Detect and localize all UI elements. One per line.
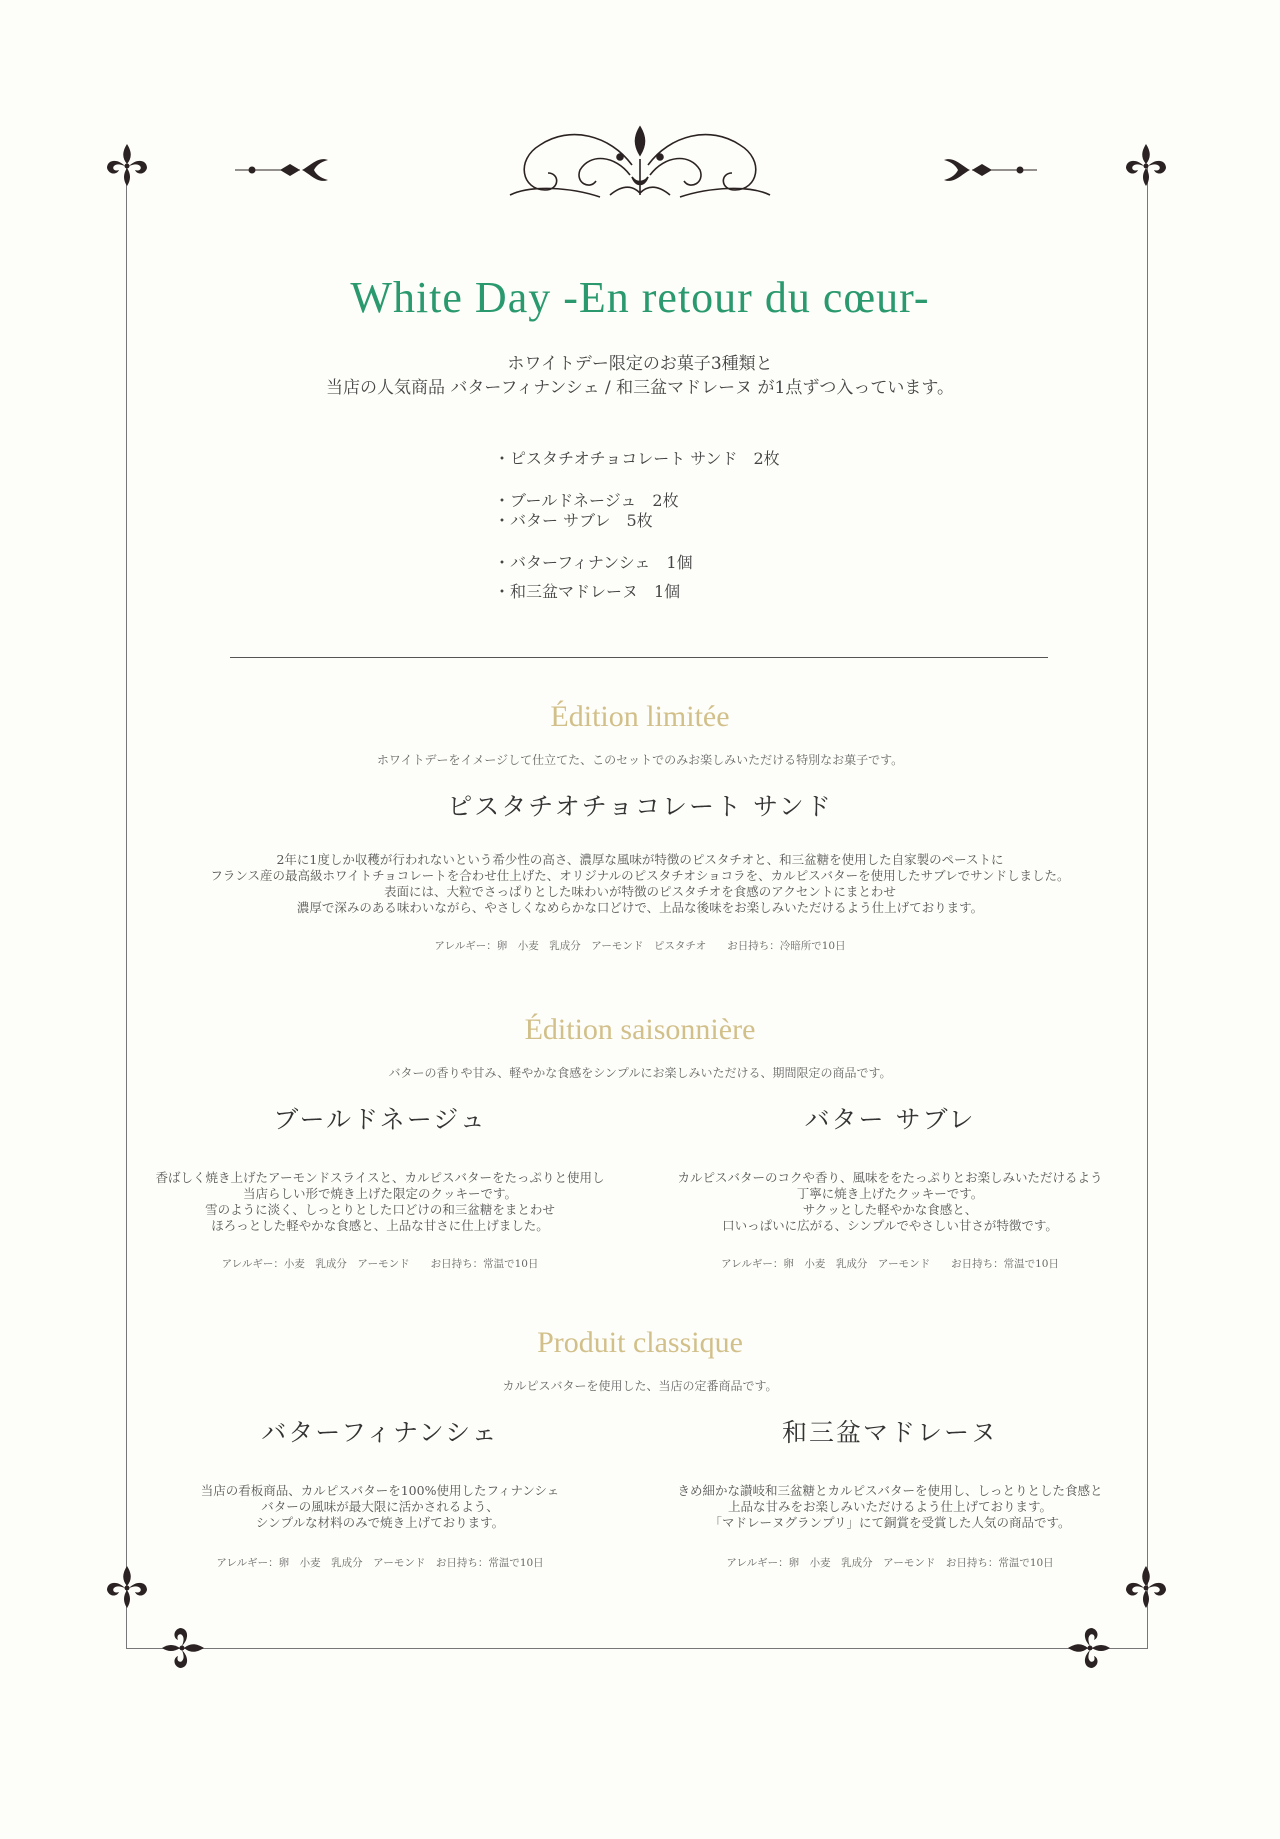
- product-butter-financier: [140, 1413, 620, 1570]
- arrow-ornament-left-icon: [235, 159, 328, 181]
- allergy-info: アレルギー：卵 小麦 乳成分 アーモンド お日持ち：常温で10日: [216, 1557, 544, 1569]
- description-line: 口いっぱいに広がる、シンプルでやさしい甘さが特徴です。: [722, 1218, 1058, 1233]
- description-line: シンプルな材料のみで焼き上げております。: [255, 1515, 505, 1530]
- product-description: [660, 1170, 1120, 1234]
- product-description: [140, 1170, 620, 1234]
- description-line: 雪のように淡く、しっとりとした口どけの和三盆糖をまとわせ: [205, 1202, 555, 1217]
- product-name: ブールドネージュ: [273, 1105, 487, 1134]
- section-subtitle-classic: カルピスバターを使用した、当店の定番商品です。: [502, 1379, 778, 1393]
- description-line: 丁寧に焼き上げたクッキーです。: [796, 1186, 984, 1201]
- description-line: 上品な甘みをお楽しみいただけるよう仕上げております。: [727, 1499, 1052, 1514]
- fleur-top-left-icon: [107, 144, 147, 186]
- description-line: 2年に1度しか収穫が行われないという希少性の高さ、濃厚な風味が特徴のピスタチオと、和三盆糖を使用した自家製のペーストに: [276, 852, 1004, 867]
- divider: [230, 657, 1048, 658]
- fleur-bottom-right-side-icon: [1068, 1628, 1110, 1668]
- product-description-pistachio: [0, 852, 1280, 916]
- intro-text: [0, 352, 1280, 400]
- product-description: [660, 1483, 1120, 1531]
- fleur-bottom-right-icon: [1126, 1566, 1166, 1608]
- section-title-limited: Édition limitée: [550, 700, 730, 733]
- list-item: ・ブールドネージュ 2枚: [494, 491, 679, 510]
- description-line: サクッとした軽やかな食感と、: [802, 1202, 978, 1217]
- allergy-info-pistachio: アレルギー：卵 小麦 乳成分 アーモンド ピスタチオ お日持ち：冷暗所で10日: [434, 940, 846, 952]
- list-item: ・バターフィナンシェ 1個: [494, 553, 693, 572]
- arrow-ornament-right-icon: [944, 159, 1037, 181]
- description-line: フランス産の最高級ホワイトチョコレートを合わせ仕上げた、オリジナルのピスタチオショコラを、カルピスバターを使用したサブレでサンドしました。: [210, 868, 1070, 883]
- fleur-bottom-left-side-icon: [162, 1628, 204, 1668]
- list-item: ・ピスタチオチョコレート サンド 2枚: [494, 449, 780, 468]
- product-name-pistachio: ピスタチオチョコレート サンド: [447, 792, 833, 821]
- fleur-top-right-icon: [1126, 144, 1166, 186]
- description-line: 「マドレーヌグランプリ」にて銅賞を受賞した人気の商品です。: [709, 1515, 1071, 1530]
- product-butter-sable: [660, 1100, 1120, 1271]
- description-line: 濃厚で深みのある味わいながら、やさしくなめらかな口どけで、上品な後味をお楽しみいただけるよう仕上げております。: [296, 900, 984, 915]
- list-item: ・和三盆マドレーヌ 1個: [494, 582, 681, 601]
- center-scroll-ornament-icon: [510, 127, 770, 197]
- section-subtitle-seasonal: バターの香りや甘み、軽やかな食感をシンプルにお楽しみいただける、期間限定の商品です。: [388, 1066, 892, 1080]
- section-title-seasonal: Édition saisonnière: [524, 1013, 756, 1046]
- list-item: ・バター サブレ 5枚: [494, 511, 653, 530]
- description-line: 当店らしい形で焼き上げた限定のクッキーです。: [242, 1186, 517, 1201]
- section-title-classic: Produit classique: [537, 1326, 743, 1359]
- description-line: カルピスバターのコクや香り、風味ををたっぷりとお楽しみいただけるよう: [677, 1170, 1103, 1185]
- product-description: [140, 1483, 620, 1531]
- fleur-bottom-left-icon: [107, 1566, 147, 1608]
- allergy-info: アレルギー：卵 小麦 乳成分 アーモンド お日持ち：常温で10日: [721, 1258, 1059, 1270]
- intro-line: ホワイトデー限定のお菓子3種類と: [507, 354, 773, 374]
- allergy-info: アレルギー：卵 小麦 乳成分 アーモンド お日持ち：常温で10日: [726, 1557, 1054, 1569]
- allergy-info: アレルギー：小麦 乳成分 アーモンド お日持ち：常温で10日: [221, 1258, 539, 1270]
- page-title: White Day -En retour du cœur-: [350, 273, 930, 322]
- description-line: 当店の看板商品、カルピスバターを100%使用したフィナンシェ: [200, 1483, 560, 1498]
- description-line: きめ細かな讃岐和三盆糖とカルピスバターを使用し、しっとりとした食感と: [677, 1483, 1103, 1498]
- product-name: 和三盆マドレーヌ: [781, 1418, 998, 1447]
- product-name: バター サブレ: [804, 1105, 976, 1134]
- product-boule-de-neige: [140, 1100, 620, 1271]
- section-subtitle-limited: ホワイトデーをイメージして仕立てた、このセットでのみお楽しみいただける特別なお菓子です。: [376, 753, 904, 767]
- intro-line: 当店の人気商品 バターフィナンシェ / 和三盆マドレーヌ が1点ずつ入っています。: [326, 378, 954, 398]
- product-name: バターフィナンシェ: [261, 1418, 499, 1447]
- description-line: ほろっとした軽やかな食感と、上品な甘さに仕上げました。: [211, 1218, 549, 1233]
- product-wasanbon-madeleine: [660, 1413, 1120, 1570]
- description-line: 香ばしく焼き上げたアーモンドスライスと、カルピスバターをたっぷりと使用し: [155, 1170, 605, 1185]
- description-line: 表面には、大粒でさっぱりとした味わいが特徴のピスタチオを食感のアクセントにまとわせ: [384, 884, 896, 899]
- description-line: バターの風味が最大限に活かされるよう、: [261, 1499, 499, 1514]
